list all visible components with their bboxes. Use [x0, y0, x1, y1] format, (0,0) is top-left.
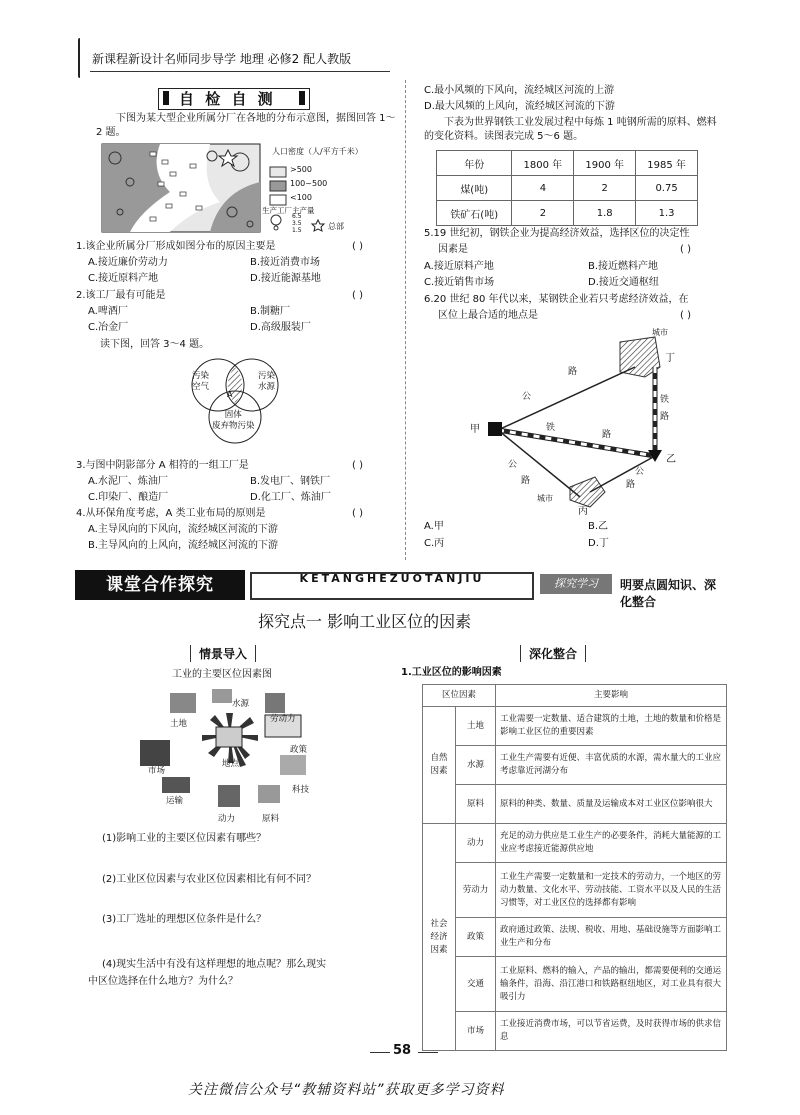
fig-power: 动力 [218, 814, 236, 824]
factor-text: 工业原料、燃料的输入，产品的输出，都需要便利的交通运输条件，沿海、沿江港口和铁路枢纽地区，对工业具有很大吸引力 [496, 957, 727, 1012]
fig-raw: 原料 [262, 814, 280, 824]
q5-option-c[interactable]: C.接近销售市场 [424, 277, 495, 288]
band-title: 课堂合作探究 [75, 570, 245, 600]
factor-name: 土地 [456, 707, 496, 746]
market-icon [140, 740, 170, 766]
table-cell: 2 [574, 176, 636, 201]
q2-option-d[interactable]: D.高级服装厂 [250, 322, 311, 333]
table-header: 年份 [437, 151, 512, 176]
fig-water: 水源 [232, 699, 250, 709]
q6-option-c[interactable]: C.丙 [424, 538, 445, 549]
band-pinyin: KETANGHEZUOTANJIU [250, 572, 534, 600]
q3-option-d[interactable]: D.化工厂、炼油厂 [250, 492, 331, 503]
site-factory-icon [216, 727, 242, 747]
steel-table [436, 150, 698, 226]
inquiry-title: 探究点一 影响工业区位的因素 [258, 612, 472, 631]
factor-name: 政策 [456, 918, 496, 957]
section-band [75, 570, 725, 609]
q3-stem: 3.与图中阴影部分 A 相符的一组工厂是 [76, 460, 249, 471]
page-dash-left [370, 1052, 390, 1053]
q3-option-b[interactable]: B.发电厂、钢铁厂 [250, 476, 331, 487]
route-yi: 乙 [666, 454, 676, 465]
factor-text: 政府通过政策、法规、税收、用地、基础设施等方面影响工业生产和分布 [496, 918, 727, 957]
table-header: 主要影响 [496, 685, 727, 707]
raw-material-icon [258, 785, 280, 803]
q2-option-a[interactable]: A.啤酒厂 [88, 306, 128, 317]
self-test-title-box [158, 88, 310, 110]
factor-text: 工业生产需要一定数量和一定技术的劳动力，一个地区的劳动力数量、文化水平、劳动技能、工资水平以及人民的生活习惯等，对工业区位的选择都有影响 [496, 863, 727, 918]
route-city-label-2: 城市 [537, 494, 553, 503]
road-label: 路 [568, 367, 578, 377]
q1-stem: 1.该企业所属分厂形成如图分布的原因主要是 [76, 241, 276, 252]
legend-size-title: 生产工厂主产量 [262, 206, 315, 215]
fig-land: 土地 [170, 719, 188, 729]
table-row [423, 863, 727, 918]
table-cell: 2 [512, 201, 574, 226]
road-label: 公 [635, 467, 645, 477]
fig-market: 市场 [148, 766, 166, 776]
natural-factors: 自然因素 [423, 707, 456, 824]
legend-hq: 总部 [328, 222, 344, 231]
table-intro: 下表为世界钢铁工业发展过程中每炼 1 吨钢所需的原料、燃料的变化资料。读图表完成 5～6 题。 [424, 117, 717, 142]
factor-name: 动力 [456, 824, 496, 863]
column-divider [405, 80, 406, 560]
q4-option-d[interactable]: D.最大风频的上风向，流经城区河流的下游 [424, 101, 615, 112]
factor-text: 工业需要一定数量、适合建筑的土地，土地的数量和价格是影响工业区位的重要因素 [496, 707, 727, 746]
q2-option-c[interactable]: C.冶金厂 [88, 322, 129, 333]
q5-option-a[interactable]: A.接近原料产地 [424, 261, 494, 272]
table-cell: 4 [512, 176, 574, 201]
factor-name: 原料 [456, 785, 496, 824]
table-row [437, 201, 698, 226]
q3-paren: ( ) [352, 460, 363, 471]
table-cell: 1.8 [574, 201, 636, 226]
road-jia-ding [498, 367, 635, 430]
intro-q1-2: 下图为某大型企业所属分厂在各地的分布示意图，据图回答 1～2 题。 [96, 113, 396, 138]
q3-option-c[interactable]: C.印染厂、酿造厂 [88, 492, 169, 503]
road-label: 公 [508, 460, 518, 470]
legend-item: <100 [290, 193, 312, 202]
q4-option-b[interactable]: B.主导风向的上风向，流经城区河流的下游 [88, 540, 279, 551]
social-factors: 社会经济因素 [423, 824, 456, 1051]
title-bar-icon-right [299, 91, 305, 105]
table-row [423, 785, 727, 824]
q6-stem: 6.20 世纪 80 年代以来，某钢铁企业若只考虑经济效益，在 [424, 294, 689, 305]
rail-label: 铁 [546, 423, 556, 433]
header-title: 新课程新设计名师同步导学 地理 必修2 配人教版 [92, 52, 352, 66]
page-dash-right [418, 1052, 438, 1053]
header-bracket [78, 38, 82, 78]
q3-option-a[interactable]: A.水泥厂、炼油厂 [88, 476, 168, 487]
factor-text: 充足的动力供应是工业生产的必要条件，消耗大量能源的工业应考虑接近能源供应地 [496, 824, 727, 863]
q1-option-b[interactable]: B.接近消费市场 [250, 257, 321, 268]
point-jia [488, 422, 502, 436]
q5-option-d[interactable]: D.接近交通枢纽 [588, 277, 659, 288]
legend-item: 100~500 [290, 179, 328, 188]
q2-option-b[interactable]: B.制糖厂 [250, 306, 291, 317]
deepen-subtitle: 1.工业区位的影响因素 [401, 667, 502, 678]
route-bing: 丙 [578, 506, 588, 517]
route-jia: 甲 [470, 424, 480, 435]
table-row [423, 685, 727, 707]
fig-labor: 劳动力 [270, 714, 296, 724]
pollution-venn-diagram [180, 355, 290, 455]
q5-option-b[interactable]: B.接近燃料产地 [588, 261, 659, 272]
fig-policy: 政策 [290, 745, 308, 755]
fig-tech: 科技 [292, 785, 310, 795]
route-ding: 丁 [665, 353, 675, 364]
q6-paren: ( ) [680, 310, 691, 321]
venn-solid: 固体 废弃物污染 [212, 410, 255, 431]
factor-name: 市场 [456, 1012, 496, 1051]
header-rule [90, 71, 390, 72]
road-label: 公 [522, 392, 532, 402]
self-test-title: 自 检 自 测 [179, 90, 276, 108]
factor-name: 交通 [456, 957, 496, 1012]
table-header: 1900 年 [574, 151, 636, 176]
q1-option-c[interactable]: C.接近原料产地 [88, 273, 159, 284]
rail-label: 路 [602, 430, 612, 440]
table-row [437, 176, 698, 201]
q2-paren: ( ) [352, 290, 363, 301]
water-icon [212, 689, 232, 703]
table-cell: 1.3 [636, 201, 698, 226]
legend-size: 6.5 [292, 213, 302, 220]
fig-transport: 运输 [166, 796, 184, 806]
legend-size: 1.5 [292, 227, 302, 234]
q5-paren: ( ) [680, 244, 691, 255]
legend-title: 人口密度（人/平方千米） [272, 147, 363, 156]
q4-option-c[interactable]: C.最小风频的下风向，流经城区河流的上游 [424, 85, 615, 96]
table-row [423, 707, 727, 746]
legend-size: 3.5 [292, 220, 302, 227]
road-label: 路 [626, 480, 636, 490]
scenario-q4: (4)现实生活中有没有这样理想的地点呢？那么现实 [102, 959, 327, 970]
factor-table [422, 684, 727, 1051]
road-yi-bing [590, 456, 655, 492]
table-cell: 铁矿石(吨) [437, 201, 512, 226]
factor-text: 工业生产需要有近便、丰富优质的水源，需水量大的工业应考虑靠近河湖分布 [496, 746, 727, 785]
tech-icon [280, 755, 306, 775]
factor-figure-title: 工业的主要区位因素图 [172, 669, 272, 680]
table-row [423, 746, 727, 785]
transport-truck-icon [162, 777, 190, 793]
route-city-label: 城市 [652, 328, 668, 337]
factor-name: 水源 [456, 746, 496, 785]
q5-stem: 5.19 世纪初，钢铁企业为提高经济效益，选择区位的决定性 [424, 228, 690, 239]
fig-site: 地点 [222, 759, 240, 769]
table-cell: 0.75 [636, 176, 698, 201]
page-number: 58 [393, 1043, 412, 1058]
q1-paren: ( ) [352, 241, 363, 252]
venn-water: 污染 水源 [258, 371, 276, 392]
read-figure-note: 读下图，回答 3～4 题。 [100, 339, 210, 350]
city-bing [570, 477, 605, 507]
land-icon [170, 693, 196, 713]
power-icon [218, 785, 240, 807]
q6-option-a[interactable]: A.甲 [424, 521, 444, 532]
rail-label: 路 [660, 412, 670, 422]
road-label: 路 [521, 476, 531, 486]
table-row [423, 918, 727, 957]
q6-option-b[interactable]: B.乙 [588, 521, 609, 532]
table-header: 区位因素 [423, 685, 496, 707]
q1-option-a[interactable]: A.接近廉价劳动力 [88, 257, 168, 268]
band-slogan: 明要点圆知识、深化整合 [620, 578, 717, 609]
q4-option-a[interactable]: A.主导风向的下风向，流经城区河流的下游 [88, 524, 278, 535]
q4-stem: 4.从环保角度考虑，A 类工业布局的原则是 [76, 508, 266, 519]
venn-air: 污染 空气 [192, 371, 210, 392]
footer-note: 关注微信公众号“教辅资料站”获取更多学习资料 [188, 1082, 505, 1098]
table-header: 1985 年 [636, 151, 698, 176]
scenario-q3: (3)工厂选址的理想区位条件是什么？ [102, 914, 267, 925]
table-row [423, 1012, 727, 1051]
legend-item: >500 [290, 165, 312, 174]
scenario-q2: (2)工业区位因素与农业区位因素相比有何不同？ [102, 874, 317, 885]
q2-stem: 2.该工厂最有可能是 [76, 290, 166, 301]
scenario-q1: (1)影响工业的主要区位因素有哪些？ [102, 833, 267, 844]
factor-text: 原料的种类、数量、质量及运输成本对工业区位影响很大 [496, 785, 727, 824]
table-cell: 煤(吨) [437, 176, 512, 201]
scenario-label: 情景导入 [190, 645, 256, 662]
table-row [423, 957, 727, 1012]
q5-stem-2: 因素是 [438, 244, 468, 255]
deepen-label: 深化整合 [520, 645, 586, 662]
q6-stem-2: 区位上最合适的地点是 [438, 310, 538, 321]
venn-label-a: A [227, 390, 233, 399]
table-row [437, 151, 698, 176]
q6-option-d[interactable]: D.丁 [588, 538, 609, 549]
rail-label: 铁 [660, 395, 670, 405]
q4-paren: ( ) [352, 508, 363, 519]
table-header: 1800 年 [512, 151, 574, 176]
labor-icon [265, 693, 285, 713]
factor-name: 劳动力 [456, 863, 496, 918]
title-bar-icon [163, 91, 169, 105]
table-row [423, 824, 727, 863]
band-tag: 探究学习 [540, 574, 612, 594]
scenario-q4-cont: 中区位选择在什么地方？为什么？ [88, 976, 238, 987]
q1-option-d[interactable]: D.接近能源基地 [250, 273, 321, 284]
factor-text: 工业接近消费市场，可以节省运费，及时获得市场的供求信息 [496, 1012, 727, 1051]
